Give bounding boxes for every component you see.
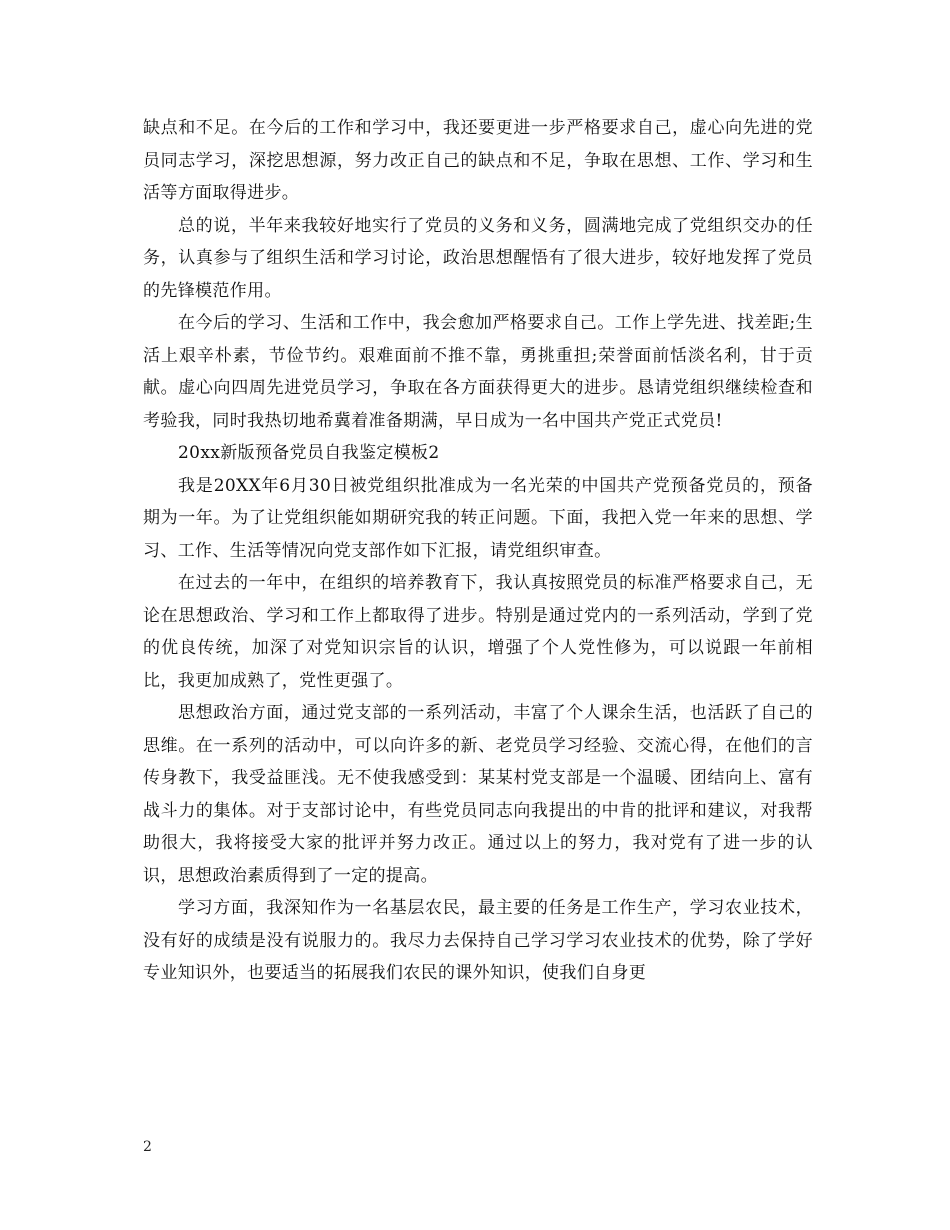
paragraph-2: 总的说，半年来我较好地实行了党员的义务和义务，圆满地完成了党组织交办的任务，认真参与了组织生活和学习讨论，政治思想醒悟有了很大进步，较好地发挥了党员的先锋模范作用。 xyxy=(143,215,813,301)
paragraph-1: 缺点和不足。在今后的工作和学习中，我还要更进一步严格要求自己，虚心向先进的党员同志学习，深挖思想源，努力改正自己的缺点和不足，争取在思想、工作、学习和生活等方面取得进步。 xyxy=(143,118,813,203)
document-body xyxy=(143,112,813,990)
paragraph-4: 我是20XX年6月30日被党组织批准成为一名光荣的中国共产党预备党员的，预备期为一年。为了让党组织能如期研究我的转正问题。下面，我把入党一年来的思想、学习、工作、生活等情况向党支部作如下汇报，请党组织审查。 xyxy=(143,475,813,561)
paragraph-6: 思想政治方面，通过党支部的一系列活动，丰富了个人课余生活，也活跃了自己的思维。在一系列的活动中，可以向许多的新、老党员学习经验、交流心得，在他们的言传身教下，我受益匪浅。无不使我感受到：某某村党支部是一个温暖、团结向上、富有战斗力的集体。对于支部讨论中，有些党员同志向我提出的中肯的批评和建议，对我帮助很大，我将接受大家的批评并努力改正。通过以上的努力，我对党有了进一步的认识，思想政治素质得到了一定的提高。 xyxy=(143,703,813,886)
paragraph-7: 学习方面，我深知作为一名基层农民，最主要的任务是工作生产，学习农业技术，没有好的成绩是没有说服力的。我尽力去保持自己学习学习农业技术的优势，除了学好专业知识外，也要适当的拓展我们农民的课外知识，使我们自身更 xyxy=(143,898,813,983)
section-heading: 20xx新版预备党员自我鉴定模板2 xyxy=(178,443,440,463)
paragraph-5: 在过去的一年中，在组织的培养教育下，我认真按照党员的标准严格要求自己，无论在思想政治、学习和工作上都取得了进步。特别是通过党内的一系列活动，学到了党的优良传统，加深了对党知识宗旨的认识，增强了个人党性修为，可以说跟一年前相比，我更加成熟了，党性更强了。 xyxy=(143,573,813,691)
paragraph-3: 在今后的学习、生活和工作中，我会愈加严格要求自己。工作上学先进、找差距;生活上艰辛朴素，节俭节约。艰难面前不推不靠，勇挑重担;荣誉面前恬淡名利，甘于贡献。虚心向四周先进党员学习，争取在各方面获得更大的进步。恳请党组织继续检查和考验我，同时我热切地希冀着准备期满，早日成为一名中国共产党正式党员! xyxy=(143,313,813,431)
page-number: 2 xyxy=(143,1139,152,1155)
